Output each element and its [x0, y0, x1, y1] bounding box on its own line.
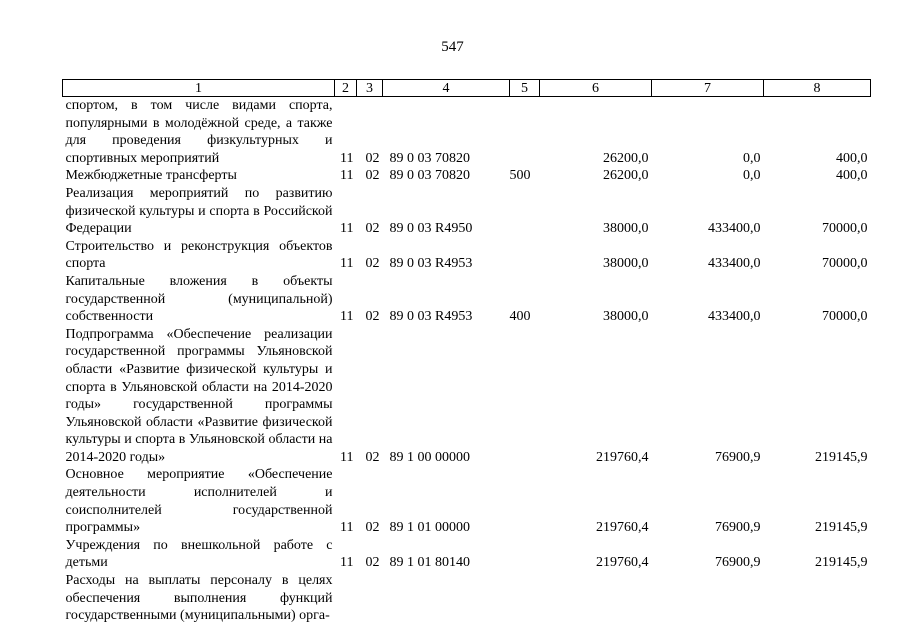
row-expense-type-code: 400 — [509, 309, 531, 325]
row-amount-col-7: 0,0 — [743, 168, 761, 184]
row-amount-col-7: 433400,0 — [708, 256, 761, 272]
row-amount-col-7: 433400,0 — [708, 309, 761, 325]
row-target-article-code: 89 0 03 70820 — [389, 168, 470, 184]
row-amount-col-6: 38000,0 — [603, 309, 649, 325]
row-description: спортом, в том числе видами спорта, популярными в молодёжной среде, а также для проведения физкультурных и спортивных мероприятий — [65, 98, 333, 166]
row-amount-col-8: 219145,9 — [815, 449, 868, 465]
row-description: Строительство и реконструкция объектов спорта — [65, 238, 333, 272]
row-amount-col-6: 219760,4 — [596, 520, 649, 536]
row-expense-type-code — [510, 185, 540, 238]
table-row — [63, 238, 871, 273]
header-col-8: 8 — [764, 80, 871, 97]
header-col-3: 3 — [357, 80, 383, 97]
row-subsection-code: 02 — [365, 256, 380, 272]
row-expense-type-code — [510, 466, 540, 536]
row-subsection-code: 02 — [365, 309, 380, 325]
row-section-code: 11 — [340, 520, 354, 536]
row-target-article-code — [383, 572, 510, 625]
row-expense-type-code — [510, 572, 540, 625]
row-subsection-code: 02 — [365, 520, 380, 536]
table-row — [63, 97, 871, 168]
row-amount-col-8: 70000,0 — [822, 309, 868, 325]
budget-table — [62, 79, 871, 625]
row-subsection-code: 02 — [365, 168, 380, 184]
row-target-article-code: 89 0 03 70820 — [389, 150, 470, 166]
row-section-code: 11 — [340, 168, 354, 184]
row-target-article-code: 89 0 03 R4950 — [389, 221, 473, 237]
row-amount-col-7: 76900,9 — [715, 449, 761, 465]
row-description: Основное мероприятие «Обеспечение деятельности исполнителей и соисполнителей государственной программы» — [65, 467, 333, 536]
table-header-row — [63, 80, 871, 97]
row-target-article-code: 89 1 00 00000 — [389, 449, 470, 465]
row-subsection-code: 02 — [365, 449, 380, 465]
table-row — [63, 326, 871, 467]
row-amount-col-6: 38000,0 — [603, 221, 649, 237]
row-expense-type-code — [510, 97, 540, 168]
header-col-5: 5 — [510, 80, 540, 97]
page-number: 547 — [441, 39, 464, 55]
row-section-code — [335, 572, 357, 625]
row-amount-col-7: 76900,9 — [715, 555, 761, 571]
row-amount-col-7: 0,0 — [743, 150, 761, 166]
row-target-article-code: 89 1 01 80140 — [389, 555, 470, 571]
table-row — [63, 537, 871, 572]
row-amount-col-7 — [652, 572, 764, 625]
row-section-code: 11 — [340, 555, 354, 571]
row-section-code: 11 — [340, 449, 354, 465]
row-target-article-code: 89 0 03 R4953 — [389, 309, 473, 325]
row-amount-col-8: 400,0 — [836, 150, 868, 166]
row-amount-col-8: 400,0 — [836, 168, 868, 184]
table-row — [63, 185, 871, 238]
row-description: Подпрограмма «Обеспечение реализации государственной программы Ульяновской области «Развитие физической культуры и спорта в Ульяновской области на 2014-2020 годы» государственной программы Ульяновской области «Развитие физической культуры и спорта в Ульяновской области на 2014-2020 годы» — [65, 326, 333, 465]
row-expense-type-code — [510, 326, 540, 467]
row-amount-col-6: 38000,0 — [603, 256, 649, 272]
row-amount-col-7: 76900,9 — [715, 520, 761, 536]
row-target-article-code: 89 0 03 R4953 — [389, 256, 473, 272]
table-row — [63, 167, 871, 185]
row-description: Реализация мероприятий по развитию физической культуры и спорта в Российской Федерации — [65, 185, 333, 237]
row-subsection-code: 02 — [365, 150, 380, 166]
header-col-2: 2 — [335, 80, 357, 97]
row-amount-col-8: 219145,9 — [815, 555, 868, 571]
row-section-code: 11 — [340, 309, 354, 325]
header-col-4: 4 — [383, 80, 510, 97]
header-col-7: 7 — [652, 80, 764, 97]
row-amount-col-6 — [540, 572, 652, 625]
row-amount-col-6: 26200,0 — [603, 150, 649, 166]
row-description: Межбюджетные трансферты — [65, 168, 237, 184]
row-amount-col-6: 219760,4 — [596, 555, 649, 571]
table-row — [63, 466, 871, 536]
row-section-code: 11 — [340, 256, 354, 272]
header-col-6: 6 — [540, 80, 652, 97]
row-target-article-code: 89 1 01 00000 — [389, 520, 470, 536]
row-subsection-code: 02 — [365, 221, 380, 237]
row-subsection-code: 02 — [365, 555, 380, 571]
row-expense-type-code — [510, 238, 540, 273]
row-amount-col-6: 26200,0 — [603, 168, 649, 184]
table-row — [63, 273, 871, 326]
row-amount-col-7: 433400,0 — [708, 221, 761, 237]
header-col-1: 1 — [63, 80, 335, 97]
row-amount-col-6: 219760,4 — [596, 449, 649, 465]
row-expense-type-code: 500 — [509, 168, 531, 184]
table-row — [63, 572, 871, 625]
row-description: Учреждения по внешкольной работе с детьми — [65, 537, 333, 571]
row-amount-col-8 — [764, 572, 871, 625]
row-section-code: 11 — [340, 221, 354, 237]
table-body — [63, 97, 871, 625]
row-amount-col-8: 219145,9 — [815, 520, 868, 536]
row-section-code: 11 — [340, 150, 354, 166]
row-description: Капитальные вложения в объекты государственной (муниципальной) собственности — [65, 273, 333, 325]
row-amount-col-8: 70000,0 — [822, 256, 868, 272]
row-amount-col-8: 70000,0 — [822, 221, 868, 237]
row-description: Расходы на выплаты персоналу в целях обеспечения выполнения функций государственными (муниципальными) орга- — [65, 573, 333, 624]
row-subsection-code — [357, 572, 383, 625]
row-expense-type-code — [510, 537, 540, 572]
